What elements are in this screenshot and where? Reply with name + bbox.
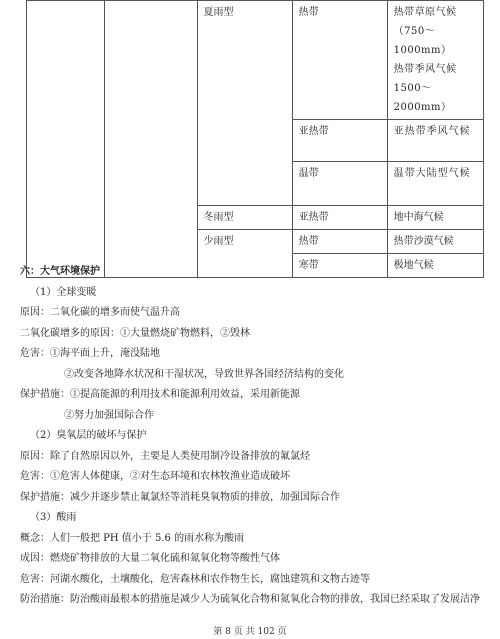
- climate-table: [26, 0, 484, 278]
- climate-zone-cell: 寒带: [292, 254, 387, 278]
- precip-type-cell: 冬雨型: [197, 206, 292, 230]
- table-cell-empty: [27, 1, 105, 278]
- text-line: 二氧化碳增多的原因：①大量燃烧矿物燃料，②毁林: [20, 327, 250, 339]
- text-line: 成因：燃烧矿物排放的大量二氧化硫和氮氧化物等酸性气体: [20, 553, 280, 564]
- climate-zone-cell: 热带: [292, 230, 387, 254]
- section-heading: 六：大气环境保护: [20, 266, 100, 277]
- text-line: 原因：除了自然原因以外，主要是人类使用制冷设备排放的氟氯烃: [20, 450, 310, 462]
- text-line: 保护措施：减少并逐步禁止氟氯烃等消耗臭氧物质的排放，加强国际合作: [20, 491, 340, 503]
- table-row: [27, 1, 484, 120]
- text-line: ②改变各地降水状况和干湿状况，导致世界各国经济结构的变化: [64, 368, 344, 380]
- climate-type-cell: 热带沙漠气候: [387, 230, 483, 254]
- text-line: 危害：①危害人体健康，②对生态环境和农林牧渔业造成破坏: [20, 471, 290, 482]
- subheading-ozone: （2）臭氧层的破坏与保护: [30, 430, 147, 441]
- climate-type-cell: 亚热带季风气候: [387, 120, 483, 162]
- section-content: [20, 262, 490, 611]
- subheading-acid-rain: （3）酸雨: [30, 512, 77, 523]
- climate-zone-cell: 热带: [292, 1, 387, 120]
- precip-type-cell: 少雨型: [197, 230, 292, 278]
- text-line: 危害：①海平面上升，淹没陆地: [20, 348, 160, 359]
- climate-type-cell: 热带草原气候 （750～1000mm） 热带季风气候 1500～2000mm）: [387, 1, 483, 120]
- text-line: 保护措施：①提高能源的利用技术和能源利用效益，采用新能源: [20, 389, 300, 400]
- page-number: 第 8 页 共 102 页: [213, 627, 287, 637]
- climate-type-cell: 极地气候: [387, 254, 483, 278]
- subheading-global-warming: （1）全球变暖: [30, 286, 97, 298]
- text-line: ②努力加强国际合作: [64, 409, 154, 421]
- text-line: 危害：河湖水酸化，土壤酸化，危害森林和农作物生长，腐蚀建筑和文物古迹等: [20, 573, 370, 585]
- text-line: 概念：人们一般把 PH 值小于 5.6 的雨水称为酸雨: [20, 532, 245, 544]
- precip-type-cell: 夏雨型: [197, 1, 292, 206]
- text-line: 原因：二氧化碳的增多而使气温升高: [20, 307, 180, 318]
- climate-zone-cell: 温带: [292, 162, 387, 206]
- table-cell-empty: [105, 1, 197, 278]
- text-line: 防治措施：防治酸雨最根本的措施是减少人为硫氧化合物和氮氧化合物的排放，我国已经采取了发展洁净: [20, 594, 480, 605]
- climate-zone-cell: 亚热带: [292, 120, 387, 162]
- climate-zone-cell: 亚热带: [292, 206, 387, 230]
- climate-type-cell: 温带大陆型气候: [387, 162, 483, 206]
- climate-type-cell: 地中海气候: [387, 206, 483, 230]
